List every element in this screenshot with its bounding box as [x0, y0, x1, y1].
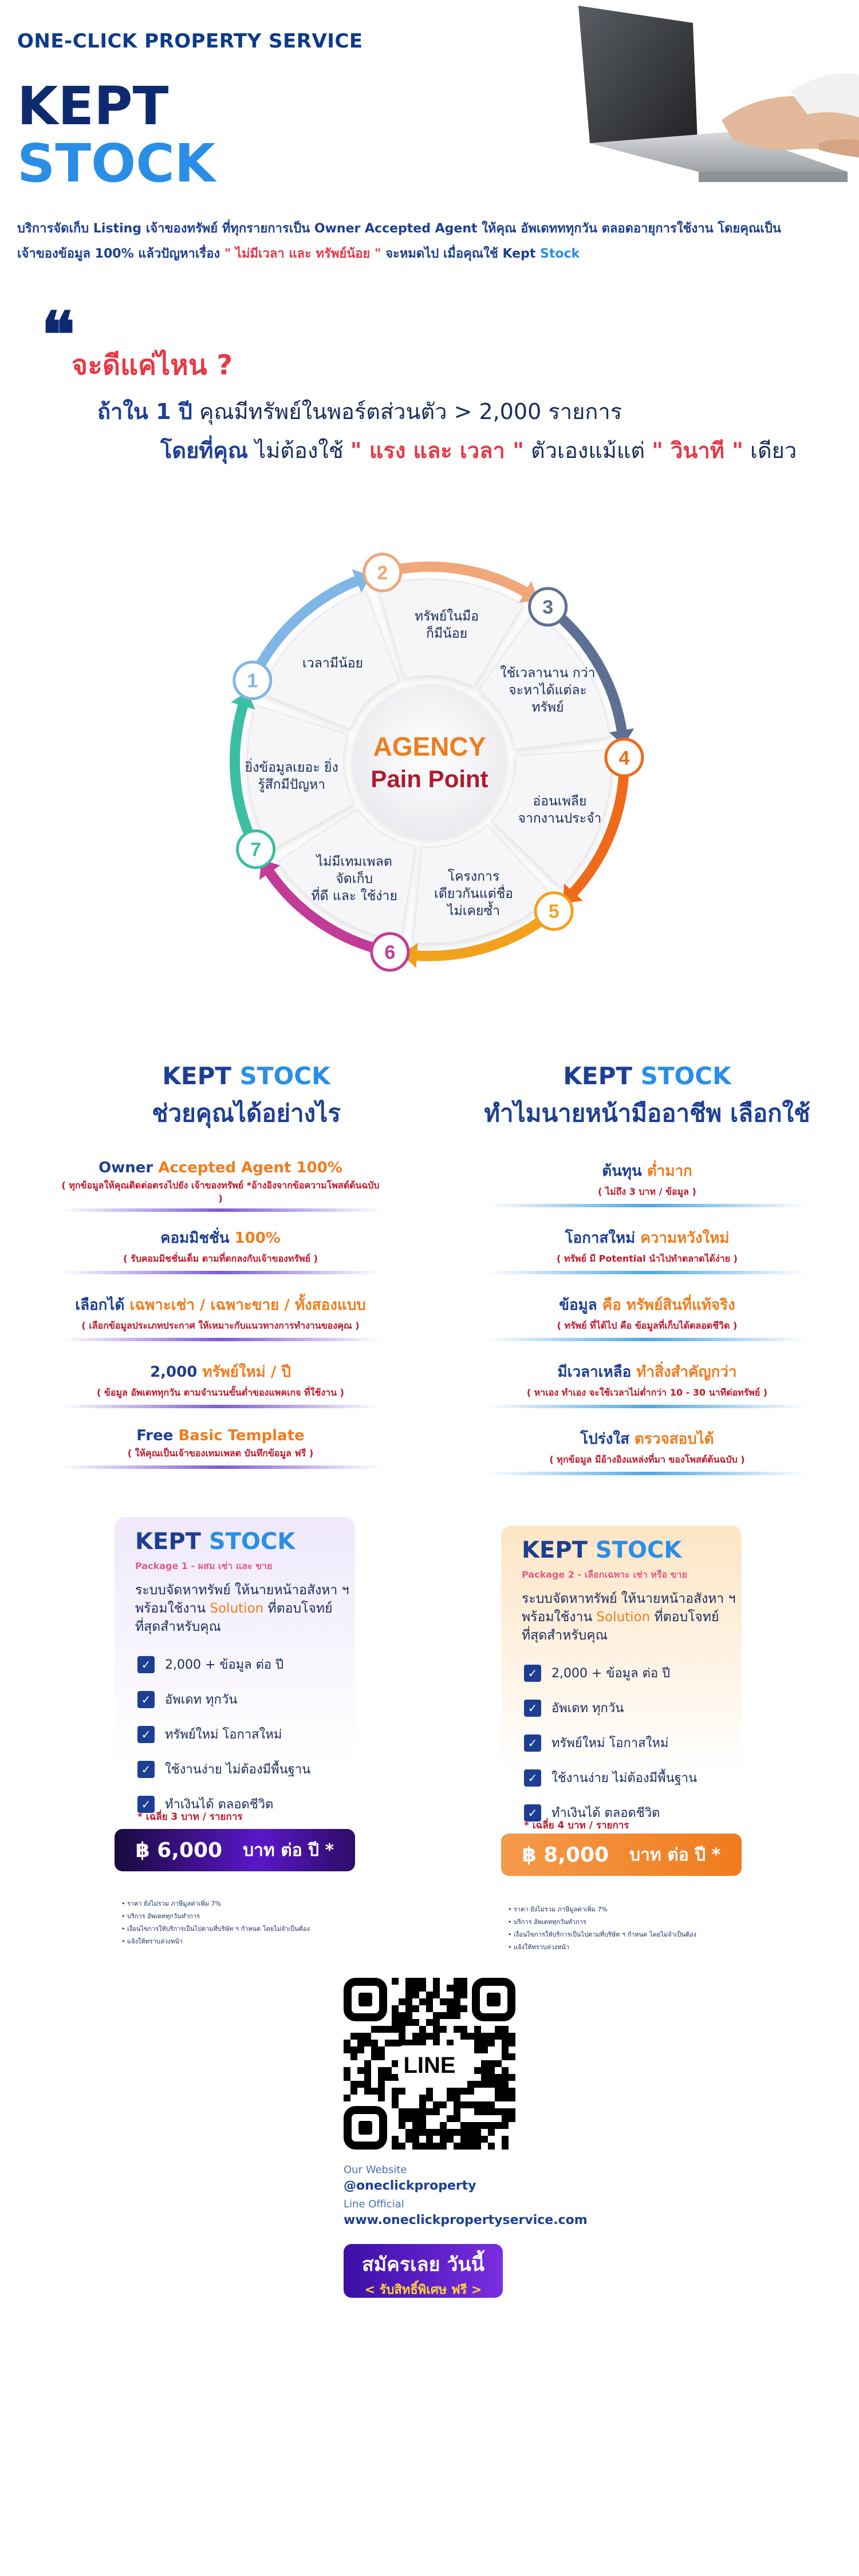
package-2-price: ฿ 8,000 — [522, 1843, 609, 1867]
right-section-subtitle: ทำไมนายหน้ามืออาชีพ เลือกใช้ — [484, 1099, 810, 1127]
website-label: Our Website — [344, 2164, 407, 2176]
package-1-desc-2b: Solution — [210, 1601, 264, 1616]
wheel-number-4: 4 — [618, 747, 630, 769]
item-underline — [487, 1472, 807, 1475]
package-2-per: บาท ต่อ ปี * — [629, 1844, 721, 1865]
wheel-step-5-text-0: โครงการ — [447, 869, 500, 884]
wheel-step-5-text-2: ไม่เคยซ้ำ — [447, 903, 501, 919]
package2-features-item — [524, 1663, 697, 1683]
quote-line-1 — [97, 394, 622, 429]
item-title-text: คอมมิชชั่น — [160, 1230, 235, 1247]
check-icon: ✓ — [137, 1796, 155, 1813]
item-title — [60, 1226, 381, 1250]
right-section-item — [487, 1293, 807, 1341]
wheel-step-6-text-2: ที่ดี และ ใช้ง่าย — [311, 888, 397, 904]
package1-notes-item — [121, 1935, 350, 1948]
quote-heading: จะดีแค่ไหน ? — [72, 349, 233, 381]
package1-notes-item — [121, 1923, 350, 1935]
package-1-features — [137, 1654, 310, 1829]
quote-line-2-end: เดียว — [743, 438, 797, 463]
package-1-desc-3: ที่สุดสำหรับคุณ — [135, 1619, 221, 1634]
feature-text: ทรัพย์ใหม่ โอกาสใหม่ — [165, 1728, 282, 1742]
right-section-title — [475, 1062, 819, 1090]
package-2-subtitle: Package 2 - เลือกเฉพาะ เช่า หรือ ขาย — [522, 1569, 687, 1580]
feature-text: อัพเดท ทุกวัน — [165, 1693, 238, 1707]
wheel-step-1-text-0: เวลามีน้อย — [302, 655, 364, 671]
note-text: เงื่อนไขการให้บริการเป็นไปตามที่บริษัท ฯ กำหนด โดยไม่จำเป็นต้อง — [514, 1931, 697, 1938]
item-underline — [487, 1271, 807, 1274]
package-1-desc-2a: พร้อมใช้งาน — [135, 1601, 210, 1616]
package1-features-item — [137, 1724, 310, 1744]
package-2-desc-1: ระบบจัดหาทรัพย์ ให้นายหน้าอสังหา ฯ — [522, 1591, 736, 1606]
left-section-subtitle: ช่วยคุณได้อย่างไร — [152, 1099, 341, 1127]
item-underline — [60, 1208, 381, 1212]
intro-highlight-red: " ไม่มีเวลา และ ทรัพย์น้อย " — [224, 247, 381, 261]
item-title-text: มีเวลาเหลือ — [557, 1364, 637, 1381]
intro-text-1: บริการจัดเก็บ Listing เจ้าของทรัพย์ ที่ทุกรายการเป็น Owner Accepted Agent ให้คุณ อัพเดทททุกวัน ตลอดอายุการใช้งาน โดยคุณเป็น — [17, 222, 781, 236]
quote-line-2 — [160, 433, 797, 468]
left-section-item — [60, 1159, 381, 1212]
left-title-kept: KEPT — [162, 1062, 232, 1090]
item-description: ( ทุกข้อมูลให้คุณติดต่อตรงไปยัง เจ้าของทรัพย์ *อ้างอิงจากข้อความโพสต์ต้นฉบับ ) — [61, 1180, 380, 1204]
right-section-item — [487, 1427, 807, 1475]
intro-paragraph — [17, 216, 842, 267]
left-section-item — [60, 1226, 381, 1274]
wheel-step-3-text-2: ทรัพย์ — [531, 700, 564, 715]
note-text: แจ้งให้ทราบล่วงหน้า — [127, 1938, 183, 1945]
item-title-text: Owner — [98, 1159, 159, 1176]
item-title — [487, 1427, 807, 1451]
package-2-features — [524, 1663, 697, 1838]
package-1-stock: STOCK — [208, 1528, 295, 1555]
item-underline — [487, 1338, 807, 1341]
package-1-desc-2 — [135, 1599, 353, 1618]
note-text: เงื่อนไขการให้บริการเป็นไปตามที่บริษัท ฯ กำหนด โดยไม่จำเป็นต้อง — [127, 1925, 310, 1933]
wheel-step-3-text-1: จะหาได้แต่ละ — [509, 682, 587, 698]
wheel-center-top: AGENCY — [373, 732, 486, 761]
item-title-highlight: เฉพาะเช่า / เฉพาะขาย / ทั้งสองแบบ — [129, 1297, 366, 1314]
check-icon: ✓ — [524, 1665, 541, 1682]
check-icon: ✓ — [137, 1761, 155, 1778]
package-1-card — [115, 1517, 355, 1872]
wheel-step-2-text-1: ก็มีน้อย — [426, 626, 468, 641]
hero-title-stock: STOCK — [17, 133, 216, 194]
feature-text: ทำเงินได้ ตลอดชีวิต — [551, 1806, 660, 1820]
note-text: ราคา ยังไม่รวม ภาษีมูลค่าเพิ่ม 7% — [514, 1906, 608, 1913]
item-title-highlight: ทำสิ่งสำคัญกว่า — [636, 1364, 737, 1381]
package-1-average: * เฉลี่ย 3 บาท / รายการ — [137, 1811, 243, 1823]
item-title — [487, 1360, 807, 1384]
website-value[interactable]: @oneclickproperty — [344, 2179, 476, 2193]
package-1-desc-2c: ที่ตอบโจทย์ — [263, 1601, 333, 1616]
intro-highlight-blue: Stock — [540, 247, 580, 261]
item-title-highlight: ตรวจสอบได้ — [635, 1431, 714, 1448]
item-title — [60, 1293, 381, 1317]
signup-sub-text: < รับสิทธิ์พิเศษ ฟรี > — [364, 2283, 482, 2297]
intro-text-3: จะหมดไป เมื่อคุณใช้ Kept — [381, 247, 541, 261]
package2-features-item — [524, 1768, 697, 1788]
wheel-center-disc — [352, 684, 507, 839]
item-underline — [60, 1465, 381, 1469]
feature-text: ทรัพย์ใหม่ โอกาสใหม่ — [551, 1736, 669, 1751]
check-icon: ✓ — [524, 1735, 541, 1752]
wheel-step-2-text-0: ทรัพย์ในมือ — [415, 609, 479, 624]
package-2-description — [522, 1590, 739, 1645]
package-2-price-button[interactable] — [501, 1834, 742, 1876]
item-title-text: 2,000 — [150, 1364, 203, 1381]
package-2-desc-2a: พร้อมใช้งาน — [522, 1610, 597, 1625]
quote-line-1-rest: คุณมีทรัพย์ในพอร์ตส่วนตัว > 2,000 รายการ — [192, 399, 622, 424]
quote-mark-icon: ❝ — [41, 298, 76, 372]
feature-text: 2,000 + ข้อมูล ต่อ ปี — [551, 1666, 671, 1681]
package-2-logo — [522, 1537, 681, 1563]
right-title-stock: STOCK — [640, 1062, 731, 1090]
line-value[interactable]: www.oneclickpropertyservice.com — [344, 2213, 588, 2227]
left-section-item — [60, 1360, 381, 1408]
intro-text-2: เจ้าของข้อมูล 100% แล้วปัญหาเรื่อง — [17, 247, 224, 261]
left-section-title — [74, 1062, 418, 1090]
feature-text: 2,000 + ข้อมูล ต่อ ปี — [165, 1658, 284, 1672]
package-1-desc-1: ระบบจัดหาทรัพย์ ให้นายหน้าอสังหา ฯ — [135, 1583, 349, 1598]
item-title-text: โอกาสใหม่ — [565, 1230, 641, 1247]
package1-features-item — [137, 1654, 310, 1674]
package-2-desc-2c: ที่ตอบโจทย์ — [650, 1610, 719, 1625]
item-description: ( ไม่ถึง 3 บาท / ข้อมูล ) — [598, 1186, 696, 1197]
item-description: ( เลือกข้อมูลประเภทประกาศ ให้เหมาะกับแนวทางการทำงานของคุณ ) — [81, 1320, 360, 1331]
item-title — [60, 1360, 381, 1384]
check-icon: ✓ — [524, 1769, 541, 1787]
check-icon: ✓ — [137, 1691, 155, 1708]
item-title — [487, 1226, 807, 1250]
note-text: บริการ อัพเดททุกวันทำการ — [127, 1913, 200, 1920]
package1-features-item — [137, 1759, 310, 1779]
package-2-stock: STOCK — [595, 1537, 682, 1563]
pain-point-wheel — [172, 515, 687, 1008]
hero-title-kept: KEPT — [17, 76, 169, 137]
item-description: ( รับคอมมิชชั่นเต็ม ตามที่ตกลงกับเจ้าของทรัพย์ ) — [123, 1253, 318, 1264]
package-1-kept: KEPT — [135, 1528, 201, 1555]
left-section-item — [60, 1427, 381, 1469]
wheel-step-5-text-1: เดียวกันแต่ชื่อ — [434, 886, 514, 902]
wheel-number-2: 2 — [377, 562, 388, 584]
wheel-step-3-text-0: ใช้เวลานาน กว่า — [500, 665, 596, 681]
item-description: ( หาเอง ทำเอง จะใช้เวลาไม่ต่ำกว่า 10 - 30 นาทีต่อทรัพย์ ) — [526, 1387, 768, 1398]
item-title-highlight: คือ ทรัพย์สินที่แท้จริง — [602, 1297, 735, 1314]
note-text: แจ้งให้ทราบล่วงหน้า — [514, 1943, 570, 1951]
item-title-text: ต้นทุน — [602, 1163, 647, 1180]
quote-line-1-bold: ถ้าใน 1 ปี — [97, 399, 192, 424]
wheel-number-6: 6 — [384, 941, 396, 963]
item-underline — [60, 1405, 381, 1408]
package-1-per: บาท ต่อ ปี * — [243, 1840, 334, 1860]
wheel-step-6-text-0: ไม่มีเทมเพลต — [316, 854, 392, 870]
package-2-average: * เฉลี่ย 4 บาท / รายการ — [524, 1820, 629, 1831]
wheel-step-4-text-1: จากงานประจำ — [518, 811, 602, 826]
wheel-step-6-text-1: จัดเก็บ — [336, 871, 373, 887]
item-title-text: Free — [136, 1427, 179, 1444]
feature-text: ทำเงินได้ ตลอดชีวิต — [165, 1797, 274, 1812]
qr-line-label: LINE — [403, 2053, 456, 2078]
package-1-notes — [121, 1898, 350, 1948]
wheel-number-7: 7 — [250, 839, 262, 861]
item-title-highlight: 100% — [234, 1230, 281, 1247]
right-section-item — [487, 1226, 807, 1274]
item-description: ( ทุกข้อมูล มีอ้างอิงแหล่งที่มา ของโพสต์ต้นฉบับ ) — [549, 1454, 745, 1465]
item-title-highlight: Basic Template — [178, 1427, 305, 1444]
item-title-highlight: ทรัพย์ใหม่ / ปี — [202, 1364, 291, 1381]
item-underline — [60, 1338, 381, 1341]
package1-notes-item — [121, 1898, 350, 1910]
line-qr-code[interactable] — [344, 1978, 515, 2150]
package-1-description — [135, 1581, 353, 1636]
item-title-text: เลือกได้ — [75, 1297, 130, 1314]
wheel-number-1: 1 — [247, 670, 258, 692]
package-2-desc-3: ที่สุดสำหรับคุณ — [522, 1628, 608, 1643]
note-text: ราคา ยังไม่รวม ภาษีมูลค่าเพิ่ม 7% — [127, 1900, 221, 1907]
package-2-kept: KEPT — [522, 1537, 588, 1563]
package-1-logo — [135, 1528, 295, 1555]
item-underline — [487, 1405, 807, 1408]
check-icon: ✓ — [137, 1656, 155, 1673]
item-title-highlight: Accepted Agent 100% — [158, 1159, 342, 1176]
item-title — [487, 1159, 807, 1183]
left-section-item — [60, 1293, 381, 1341]
package-1-price: ฿ 6,000 — [135, 1838, 223, 1862]
signup-button[interactable] — [344, 2244, 503, 2298]
package-2-notes — [508, 1903, 737, 1954]
laptop-photo — [550, 0, 859, 206]
item-title — [487, 1293, 807, 1317]
right-section-item — [487, 1159, 807, 1207]
wheel-step-4-text-0: อ่อนเพลีย — [533, 793, 587, 809]
right-section-item — [487, 1360, 807, 1408]
feature-text: อัพเดท ทุกวัน — [551, 1701, 624, 1716]
quote-line-2-red-2: " วินาที " — [652, 438, 743, 463]
package-1-price-button[interactable] — [115, 1829, 355, 1871]
brand-name: ONE-CLICK PROPERTY SERVICE — [17, 30, 363, 53]
wheel-number-5: 5 — [548, 900, 559, 923]
item-underline — [487, 1204, 807, 1207]
package2-features-item — [524, 1733, 697, 1753]
item-description: ( ให้คุณเป็นเจ้าของเทมเพลต บันทึกข้อมูล ฟรี ) — [127, 1448, 314, 1459]
package-2-card — [501, 1526, 742, 1880]
note-text: บริการ อัพเดททุกวันทำการ — [514, 1918, 586, 1926]
feature-text: ใช้งานง่าย ไม่ต้องมีพื้นฐาน — [551, 1771, 698, 1785]
item-description: ( ทรัพย์ ที่ได้ไป คือ ข้อมูลที่เก็บได้ตลอดชีวิต ) — [557, 1320, 738, 1331]
item-title-highlight: ต่ำมาก — [647, 1163, 692, 1180]
package-1-subtitle: Package 1 - ผสม เช่า และ ขาย — [135, 1560, 273, 1571]
item-title-text: โปร่งใส — [580, 1431, 635, 1448]
check-icon: ✓ — [137, 1726, 155, 1743]
left-title-stock: STOCK — [239, 1062, 330, 1090]
item-title — [60, 1427, 381, 1444]
wheel-step-7-text-0: ยิ่งข้อมูลเยอะ ยิ่ง — [245, 760, 338, 776]
package2-notes-item — [508, 1941, 737, 1954]
feature-text: ใช้งานง่าย ไม่ต้องมีพื้นฐาน — [165, 1763, 311, 1777]
quote-line-2-mid-2: ตัวเองแม้แต่ — [523, 438, 652, 463]
item-description: ( ข้อมูล อัพเดททุกวัน ตามจำนวนขั้นต่ำของแพคเกจ ที่ใช้งาน ) — [97, 1387, 344, 1398]
package2-notes-item — [508, 1929, 737, 1941]
wheel-step-7-text-1: รู้สึกมีปัญหา — [258, 777, 326, 793]
package2-notes-item — [508, 1916, 737, 1929]
right-title-kept: KEPT — [563, 1062, 633, 1090]
check-icon: ✓ — [524, 1804, 541, 1822]
item-description: ( ทรัพย์ มี Potential นำไปทำตลาดได้ง่าย ) — [557, 1253, 738, 1264]
package2-notes-item — [508, 1903, 737, 1916]
wheel-number-3: 3 — [542, 596, 554, 619]
line-label: Line Official — [344, 2198, 404, 2210]
package1-notes-item — [121, 1910, 350, 1923]
item-title-highlight: ความหวังใหม่ — [640, 1230, 730, 1247]
package-2-desc-2 — [522, 1608, 739, 1626]
signup-main-text: สมัครเลย วันนี้ — [362, 2253, 484, 2276]
wheel-center-bottom: Pain Point — [371, 765, 488, 792]
package2-features-item — [524, 1698, 697, 1718]
item-underline — [60, 1271, 381, 1274]
item-title-text: ข้อมูล — [559, 1297, 602, 1314]
item-title — [60, 1159, 381, 1176]
package1-features-item — [137, 1689, 310, 1709]
quote-line-2-bold: โดยที่คุณ — [160, 438, 249, 463]
package-2-desc-2b: Solution — [596, 1610, 651, 1625]
quote-line-2-mid: ไม่ต้องใช้ — [248, 438, 350, 463]
quote-line-2-red-1: " แรง และ เวลา " — [350, 438, 524, 463]
check-icon: ✓ — [524, 1700, 541, 1717]
